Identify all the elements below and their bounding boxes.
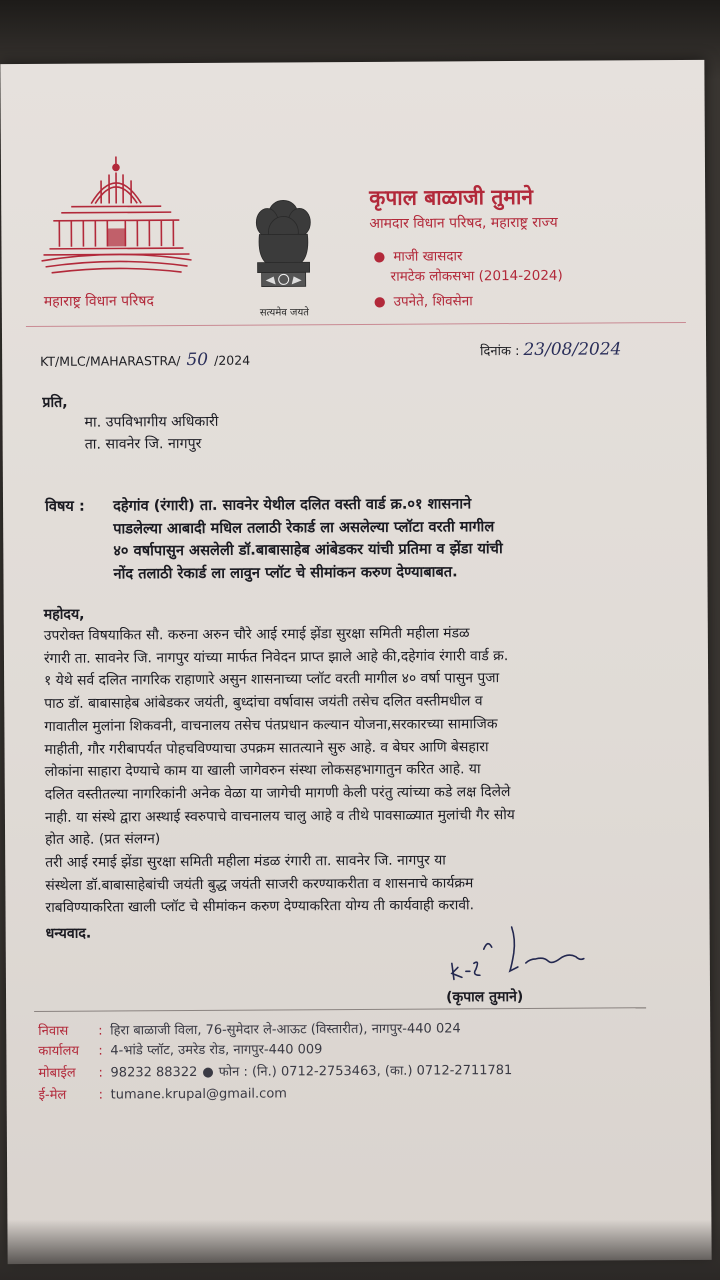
body-line: १ येथे सर्व दलित नागरिक राहाणारे असुन शासनाच्या प्लॉट वरती मागील ४० वर्षा पासुन पुजा (44, 670, 500, 690)
body-line: लोकांना साहारा देण्याचे काम या खाली जागेवरुन संस्था लोकसहभागातुन करित आहे. या (44, 761, 481, 781)
subject-label: विषय : (44, 497, 85, 515)
subject-block (44, 492, 605, 582)
letter-page (0, 60, 711, 1264)
body-line: तरी आई रमाई झेंडा सुरक्षा समिती महीला मंडळ रंगारी ता. सावनेर जि. नागपुर या (45, 852, 446, 871)
residence-label: निवास (38, 1023, 69, 1039)
email-label: ई-मेल (38, 1087, 67, 1103)
signatory-name: (कृपाल तुमाने) (446, 988, 524, 1006)
background-bottom (0, 1220, 720, 1280)
mla-name: कृपाल बाळाजी तुमाने (369, 184, 534, 210)
body-line: नाही. या संस्थे द्वारा अस्थाई स्वरुपाचे वाचनालय चालु आहे व तीथे पावसाळ्यात मुलांची गैर सोय (44, 806, 515, 826)
vidhan-bhavan-logo-icon (31, 148, 202, 299)
header-divider (26, 322, 686, 327)
subject-line: पाडलेल्या आबादी मधिल तलाठी रेकार्ड ला असलेल्या प्लॉटा वरती मागील (113, 517, 495, 537)
body-line: माहीती, गौर गरीबापर्यत पोहचविण्याचा उपक्रम सातत्याने सुरु आहे. व बेघर आणि बेसहारा (44, 738, 489, 758)
mobile-label: मोबाईल (38, 1065, 76, 1081)
body-line: गावातील मुलांना शिकवनी, वाचनालय तसेच पंतप्रधान कल्यान योजना,सरकारच्या सामाजिक (44, 715, 498, 735)
subject-line: ४० वर्षापासुन असलेली डॉ.बाबासाहेब आंबेडकर यांची प्रतिमा व झेंडा यांची (113, 540, 503, 560)
mobile-number: 98232 88322 (110, 1064, 198, 1081)
body-line: रंगारी ता. सावनेर जि. नागपुर यांच्या मार्फत निवेदन प्राप्त झाले आहे की,दहेगांव रंगारी वार्ड क्र. (43, 647, 509, 667)
reference-suffix: /2024 (214, 352, 251, 368)
reference-handwritten-number: 50 (186, 349, 209, 371)
office-label: कार्यालय (38, 1043, 80, 1059)
closing: धन्यवाद. (45, 925, 92, 942)
landline-numbers: फोन : (नि.) 0712-2753463, (का.) 0712-2711781 (218, 1063, 513, 1080)
recipient-label: प्रति, (42, 394, 68, 411)
body-line: पाठ डॉ. बाबासाहेब आंबेडकर जयंती, बुध्दांचा वर्षावास जयंती तसेच दलित वस्तीमधील व (44, 693, 483, 712)
date-value: 23/08/2024 (523, 339, 622, 360)
mla-title: आमदार विधान परिषद, महाराष्ट्र राज्य (369, 214, 558, 232)
bullet-icon: ● (373, 248, 386, 265)
emblem-motto: सत्यमेव जयते (259, 307, 310, 319)
footer-email: ई-मेल : tumane.krupal@gmail.com (39, 1084, 287, 1106)
handwritten-signature-icon (444, 919, 594, 990)
body-line: उपरोक्त विषयाकित सौ. करुना अरुन चौरे आई रमाई झेंडा सुरक्षा समिती महीला मंडळ (43, 625, 470, 644)
body-line: दलित वस्तीतल्या नागरिकांनी अनेक वेळा या जागेची मागणी केली परंतु त्यांच्या कडे लक्ष दिलेले (44, 783, 511, 803)
reference-number (40, 350, 250, 371)
recipient-line-1: मा. उपविभागीय अधिकारी (84, 413, 219, 431)
recipient-line-2: ता. सावनेर जि. नागपुर (84, 435, 202, 453)
body-line: राबविण्याकरिता खाली प्लॉट चे सीमांकन करुण देण्याकरिता योग्य ती कार्यवाही करावी. (45, 897, 475, 917)
body-line: होत आहे. (प्रत संलग्न) (45, 831, 161, 849)
body-line: संस्थेला डॉ.बाबासाहेबांची जयंती बुद्ध जयंती साजरी करण्याकरीता व शासनाचे कार्यक्रम (45, 874, 474, 894)
former-mp-label: माजी खासदार (393, 248, 463, 265)
salutation: महोदय, (43, 606, 85, 623)
deputy-leader-label: उपनेते, शिवसेना (393, 293, 473, 310)
mla-role-constituency: रामटेक लोकसभा (2014-2024) (390, 267, 563, 285)
letter-body (43, 621, 654, 917)
residence-address: हिरा बाळाजी विला, 76-सुमेदार ले-आऊट (विस्तारीत), नागपुर-440 024 (110, 1021, 461, 1039)
national-emblem-icon (247, 194, 320, 299)
footer-divider (34, 1007, 646, 1012)
bullet-icon: ● (373, 293, 386, 310)
mla-role-former-mp (373, 246, 462, 265)
footer-phone: मोबाईल : 98232 88322 ● फोन : (नि.) 0712-2753463, (का.) 0712-2711781 (38, 1061, 512, 1084)
council-name: महाराष्ट्र विधान परिषद (43, 293, 154, 310)
office-address: 4-भांडे प्लॉट, उमरेड रोड, नागपुर-440 009 (110, 1042, 323, 1059)
date-label: दिनांक : (480, 343, 520, 360)
mla-role-deputy-leader (374, 291, 473, 310)
footer-office: कार्यालय : 4-भांडे प्लॉट, उमरेड रोड, नागपुर-440 009 (38, 1040, 322, 1062)
footer-residence: निवास : हिरा बाळाजी विला, 76-सुमेदार ले-आऊट (विस्तारीत), नागपुर-440 024 (38, 1019, 461, 1042)
reference-prefix: KT/MLC/MAHARASTRA/ (40, 353, 181, 369)
letter-date (480, 339, 621, 360)
email-address[interactable]: tumane.krupal@gmail.com (110, 1086, 287, 1103)
subject-line: दहेगांव (रंगारी) ता. सावनेर येथील दलित वस्ती वार्ड क्र.०१ शासनाने (112, 495, 472, 515)
subject-line: नोंद तलाठी रेकार्ड ला लावुन प्लॉट चे सीमांकन करुण देण्याबाबत. (113, 562, 458, 582)
